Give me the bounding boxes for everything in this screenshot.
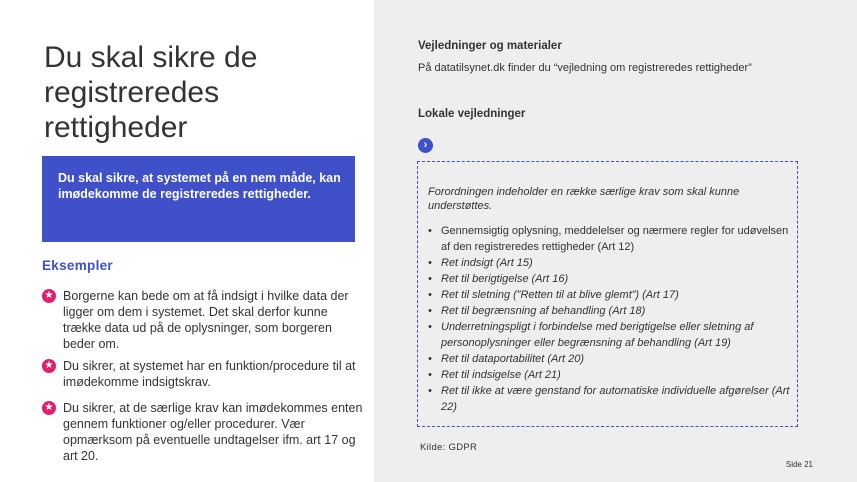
- list-item: • Ret til berigtigelse (Art 16): [428, 271, 793, 287]
- example-item: [42, 288, 364, 352]
- star-icon: ★: [42, 359, 56, 373]
- star-icon: ★: [42, 401, 56, 415]
- guides-heading: Vejledninger og materialer: [418, 40, 562, 52]
- list-item: • Ret til indsigelse (Art 21): [428, 367, 793, 383]
- callout-text: Du skal sikre, at systemet på en nem måde, kan imødekomme de registreredes rettigheder.: [58, 171, 341, 201]
- box-intro: Forordningen indeholder en række særlige krav som skal kunne understøttes.: [428, 186, 740, 212]
- callout-box: [42, 156, 355, 242]
- page-number: Side 21: [785, 460, 813, 469]
- list-item: • Ret til dataportabilitet (Art 20): [428, 351, 793, 367]
- right-panel: [374, 0, 857, 482]
- left-panel: [0, 0, 374, 482]
- guides-link-text[interactable]: På datatilsynet.dk finder du “vejledning om registreredes rettigheder”: [418, 62, 752, 74]
- local-guides-heading: Lokale vejledninger: [418, 108, 526, 120]
- example-text: Borgerne kan bede om at få indsigt i hvilke data der ligger om dem i systemet. Det skal derfor kunne trække data ud på de oplysninger, som borgeren beder om.: [63, 289, 349, 351]
- list-item: • Ret til ikke at være genstand for automatiske individuelle afgørelser (Art 22): [428, 383, 793, 415]
- example-item: [42, 358, 364, 390]
- page-title: Du skal sikre de registreredes rettigheder: [44, 41, 258, 144]
- examples-heading: Eksempler: [42, 258, 113, 273]
- list-item: • Ret til begrænsning af behandling (Art 18): [428, 303, 793, 319]
- list-item: • Underretningspligt i forbindelse med berigtigelse eller sletning af personoplysninger eller begrænsning af behandling (Art 19): [428, 319, 793, 351]
- list-item: • Ret indsigt (Art 15): [428, 255, 793, 271]
- list-item: • Gennemsigtig oplysning, meddelelser og nærmere regler for udøvelsen af den registreredes rettigheder (Art 12): [428, 223, 793, 255]
- list-item: • Ret til sletning (”Retten til at blive glemt”) (Art 17): [428, 287, 793, 303]
- chevron-right-icon[interactable]: ›: [418, 138, 433, 153]
- example-item: [42, 400, 364, 464]
- example-text: Du sikrer, at systemet har en funktion/procedure til at imødekomme indsigtskrav.: [63, 359, 356, 389]
- gdpr-requirements-box: [417, 161, 798, 427]
- example-text: Du sikrer, at de særlige krav kan imødekommes enten gennem funktioner og/eller procedurer. Vær opmærksom på eventuelle undtagelser ifm. art 17 og art 20.: [63, 401, 363, 463]
- star-icon: ★: [42, 289, 56, 303]
- requirements-list: [428, 223, 793, 415]
- source-note: Kilde: GDPR: [420, 442, 478, 453]
